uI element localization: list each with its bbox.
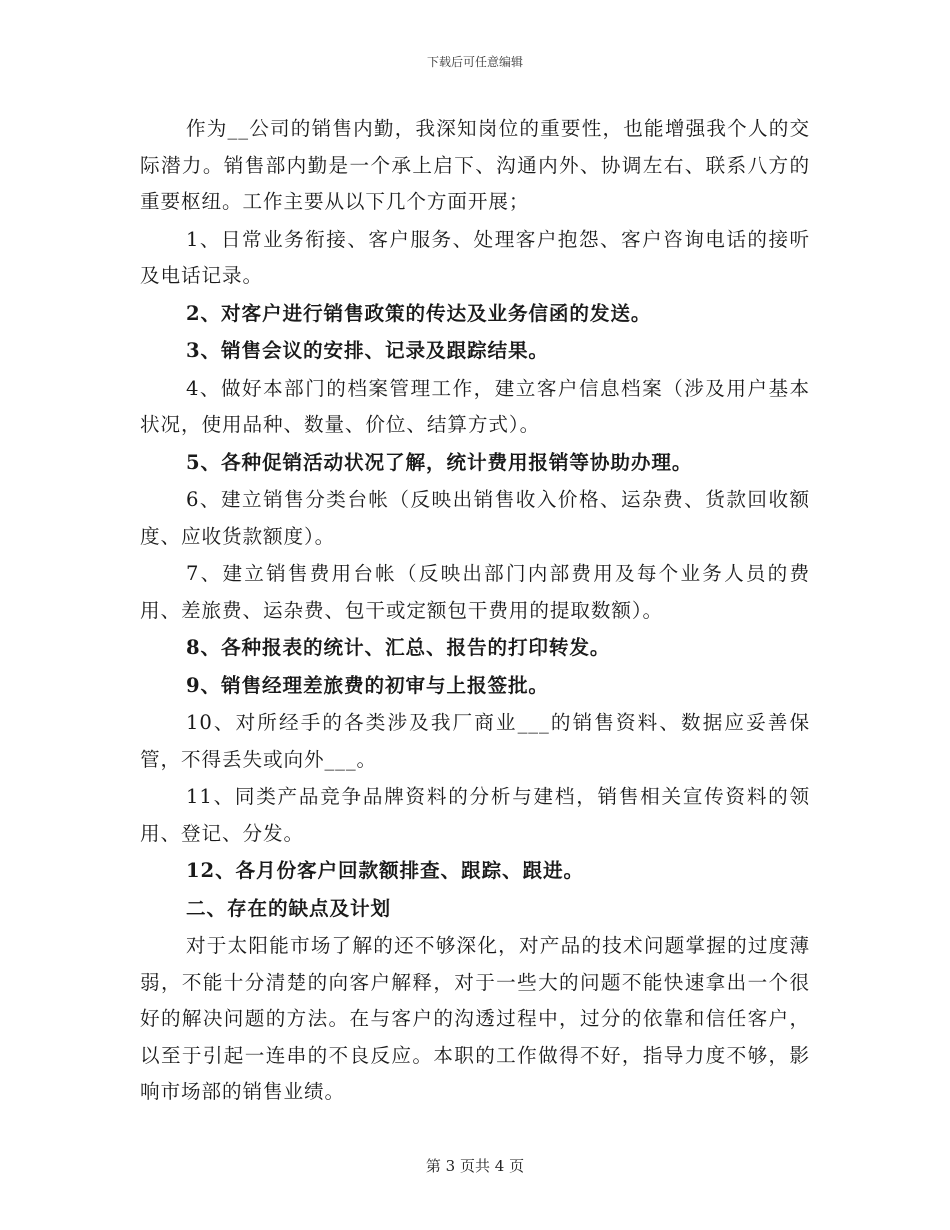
paragraph-item-1: 1、日常业务衔接、客户服务、处理客户抱怨、客户咨询电话的接听及电话记录。 bbox=[140, 227, 810, 287]
paragraph-intro: 作为__公司的销售内勤，我深知岗位的重要性，也能增强我个人的交际潜力。销售部内勤是一个承上启下、沟通内外、协调左右、联系八方的重要枢纽。工作主要从以下几个方面开展； bbox=[140, 117, 810, 213]
paragraph-item-8: 8、各种报表的统计、汇总、报告的打印转发。 bbox=[186, 636, 611, 659]
paragraph-item-9: 9、销售经理差旅费的初审与上报签批。 bbox=[186, 673, 549, 697]
section-heading: 二、存在的缺点及计划 bbox=[186, 896, 391, 920]
paragraph-item-6: 6、建立销售分类台帐（反映出销售收入价格、运杂费、货款回收额度、应收货款额度）。 bbox=[140, 488, 810, 548]
paragraph-shortcomings: 对于太阳能市场了解的还不够深化，对产品的技术问题掌握的过度薄弱，不能十分清楚的向客户解释，对于一些大的问题不能快速拿出一个很好的解决问题的方法。在与客户的沟透过程中，过分的依靠和信任客户，以至于引起一连串的不良反应。本职的工作做得不好，指导力度不够，影响市场部的销售业绩。 bbox=[140, 934, 810, 1103]
paragraph-item-10: 10、对所经手的各类涉及我厂商业___的销售资料、数据应妥善保管，不得丢失或向外___。 bbox=[140, 711, 810, 771]
paragraph-item-3: 3、销售会议的安排、记录及跟踪结果。 bbox=[186, 339, 549, 362]
page-footer: 第 3 页共 4 页 bbox=[425, 1157, 525, 1175]
paragraph-item-7: 7、建立销售费用台帐（反映出部门内部费用及每个业务人员的费用、差旅费、运杂费、包干或定额包干费用的提取数额）。 bbox=[140, 562, 810, 622]
paragraph-item-5: 5、各种促销活动状况了解，统计费用报销等协助办理。 bbox=[186, 450, 693, 474]
paragraph-item-2: 2、对客户进行销售政策的传达及业务信函的发送。 bbox=[186, 301, 652, 325]
paragraph-item-11: 11、同类产品竞争品牌资料的分析与建档，销售相关宣传资料的领用、登记、分发。 bbox=[140, 785, 810, 845]
paragraph-item-4: 4、做好本部门的档案管理工作，建立客户信息档案（涉及用户基本状况，使用品种、数量、价位、结算方式）。 bbox=[140, 376, 810, 436]
document-body bbox=[140, 111, 810, 1112]
paragraph-item-12: 12、各月份客户回款额排查、跟踪、跟进。 bbox=[186, 859, 584, 882]
page-header: 下载后可任意编辑 bbox=[426, 55, 523, 69]
